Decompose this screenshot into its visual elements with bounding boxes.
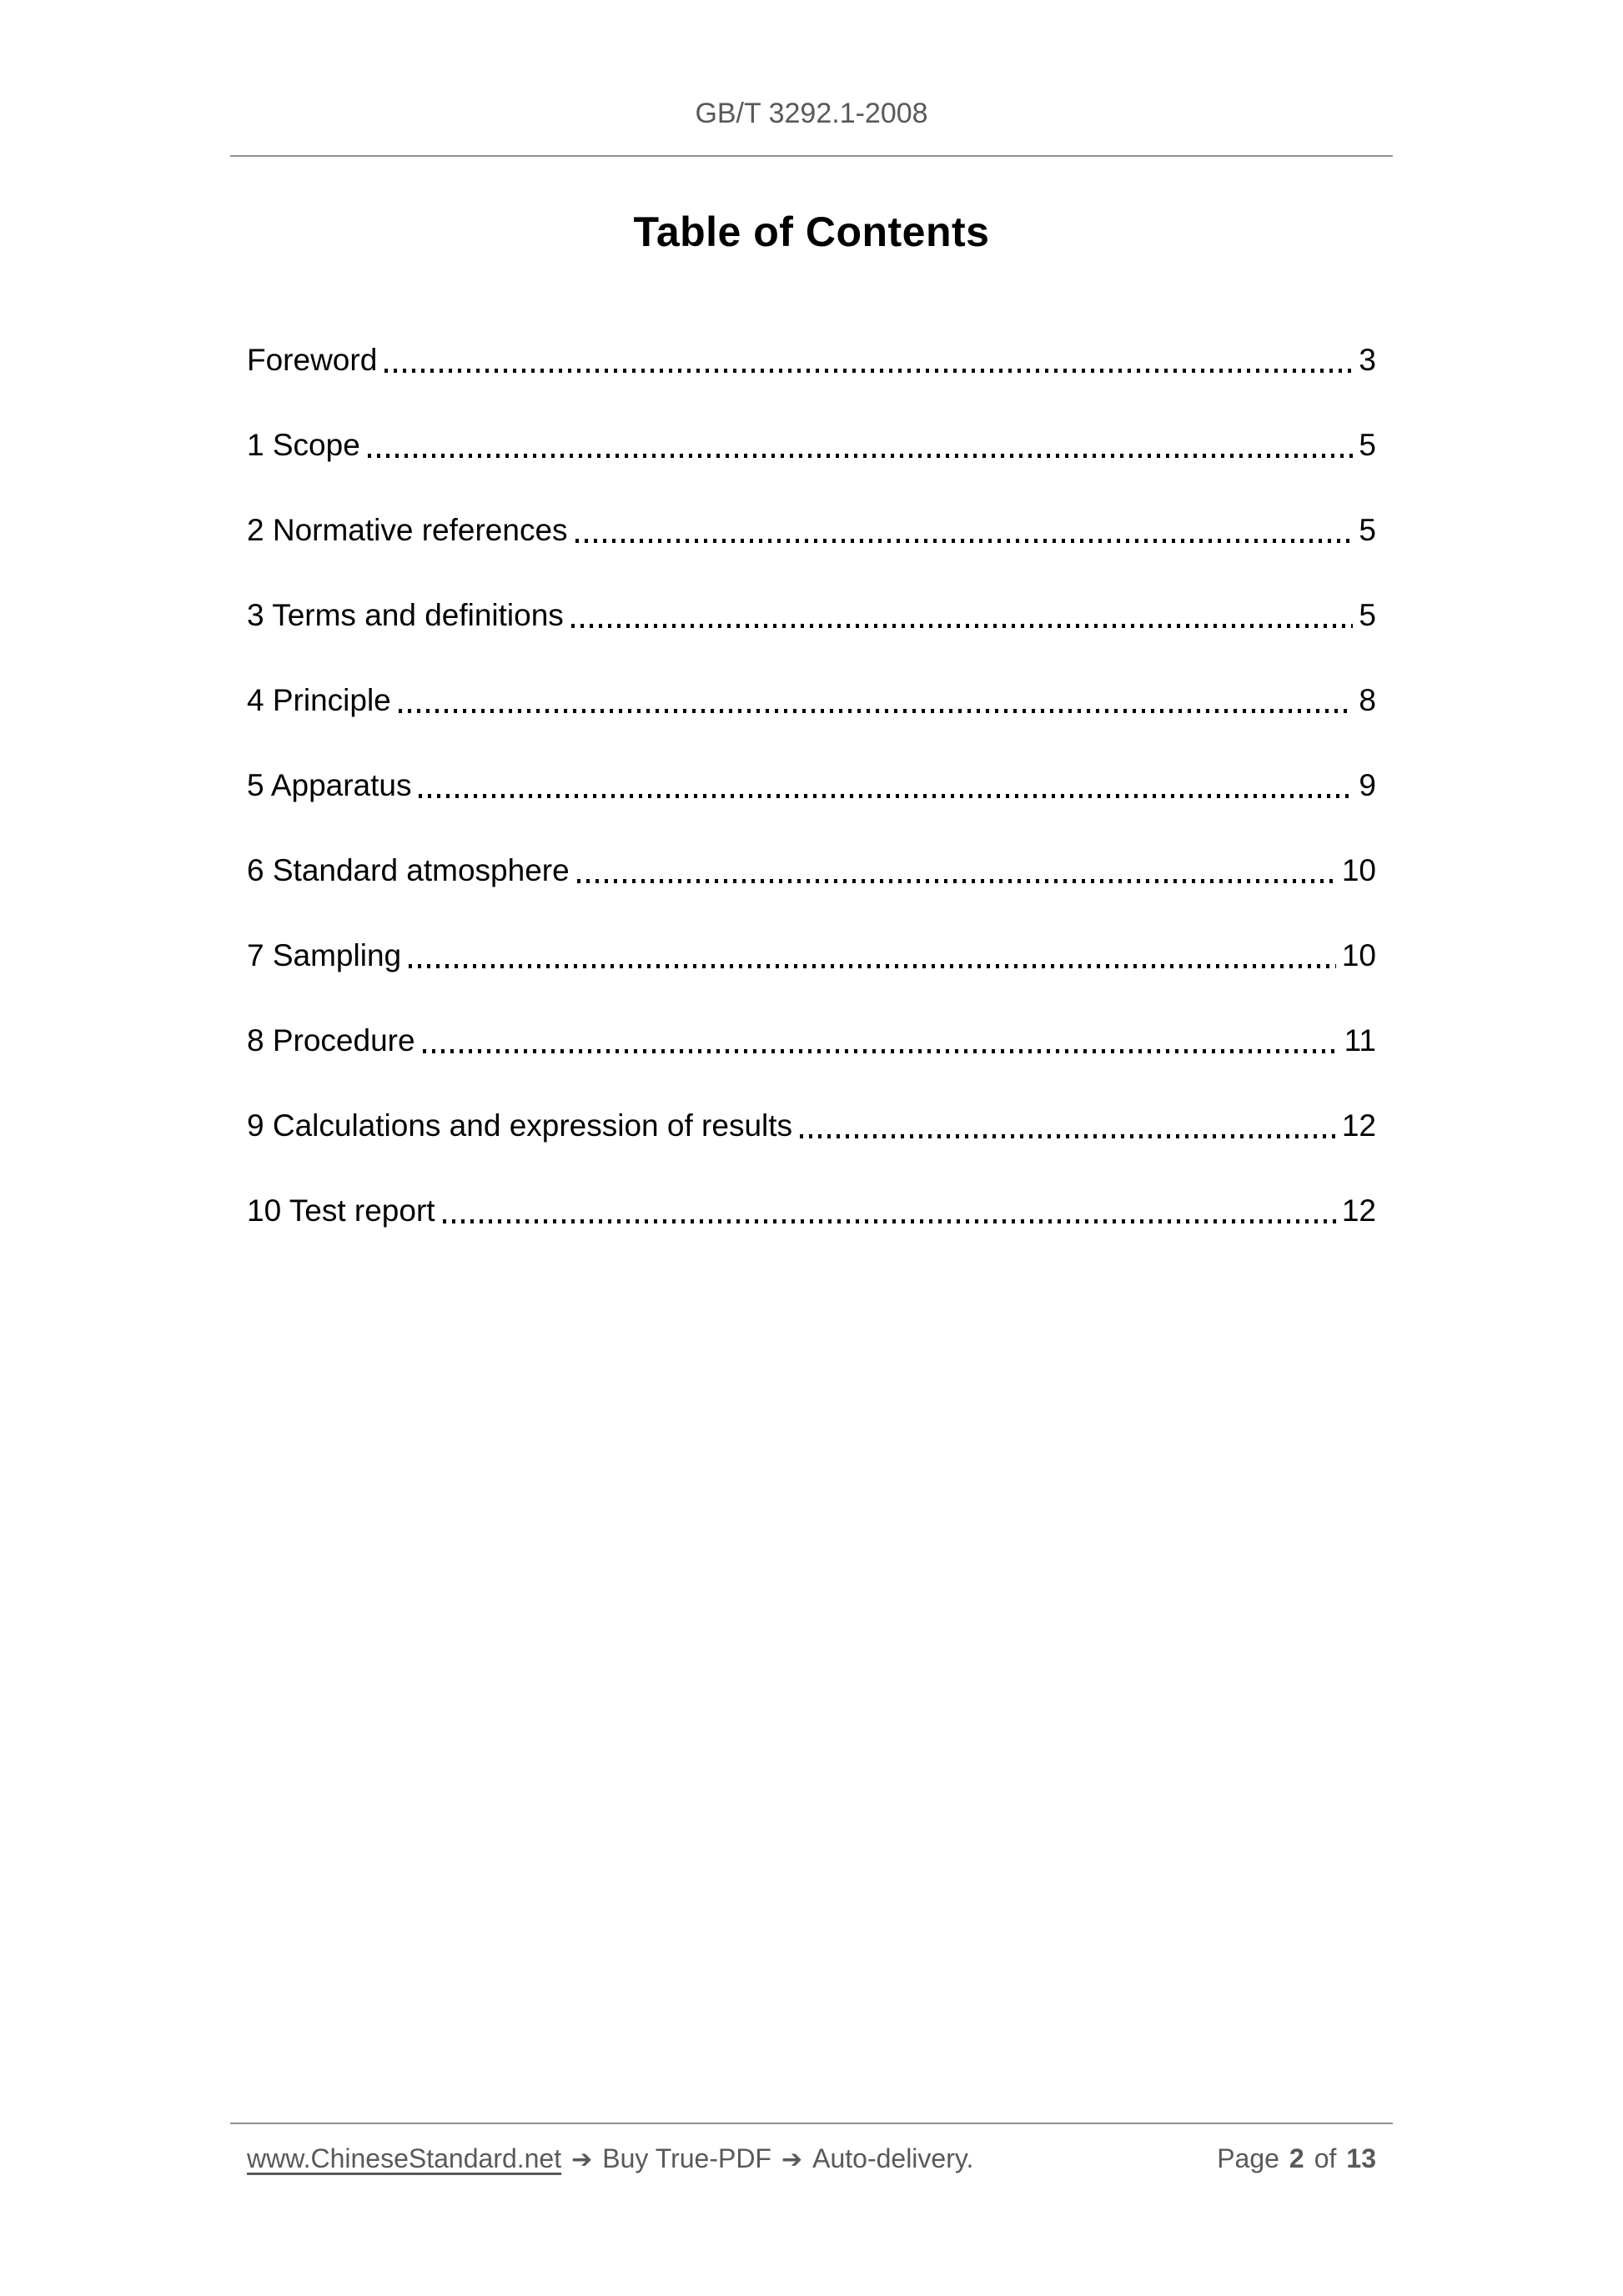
toc-entry-page: 5	[1359, 513, 1376, 547]
toc-entry[interactable]	[247, 937, 1376, 974]
toc-entry[interactable]	[247, 682, 1376, 719]
toc-entry-label: 6 Standard atmosphere	[247, 853, 570, 887]
dot-leader	[368, 454, 1354, 458]
page-indicator	[1217, 2140, 1376, 2177]
toc-entry[interactable]	[247, 342, 1376, 379]
toc-entry-page: 11	[1344, 1023, 1376, 1058]
total-page-number: 13	[1346, 2143, 1376, 2173]
current-page-number: 2	[1289, 2143, 1304, 2173]
toc-entry-page: 5	[1359, 598, 1376, 632]
toc-entry-label: 10 Test report	[247, 1193, 435, 1228]
buy-true-pdf-label: Buy True-PDF	[602, 2143, 771, 2173]
toc-entry-label: 7 Sampling	[247, 938, 402, 972]
footer-rule	[230, 2123, 1393, 2124]
toc-entry-page: 9	[1359, 768, 1376, 802]
toc-entry-label: 3 Terms and definitions	[247, 598, 564, 632]
toc-list	[230, 342, 1393, 1278]
toc-entry-page: 5	[1359, 428, 1376, 462]
toc-entry[interactable]	[247, 1193, 1376, 1229]
right-arrow-icon: ➔	[571, 2146, 593, 2173]
toc-entry[interactable]	[247, 427, 1376, 464]
toc-entry[interactable]	[247, 597, 1376, 634]
toc-entry-label: 1 Scope	[247, 428, 360, 462]
dot-leader	[409, 964, 1336, 968]
toc-entry-label: 4 Principle	[247, 683, 391, 717]
toc-entry-page: 12	[1341, 1108, 1376, 1143]
dot-leader	[571, 624, 1354, 628]
dot-leader	[575, 539, 1354, 543]
dot-leader	[800, 1134, 1336, 1138]
toc-entry[interactable]	[247, 512, 1376, 549]
toc-entry-page: 12	[1341, 1193, 1376, 1228]
page-title: Table of Contents	[633, 208, 990, 255]
header-rule	[230, 155, 1393, 157]
toc-entry-label: 8 Procedure	[247, 1023, 415, 1058]
footer	[230, 2140, 1393, 2178]
auto-delivery-label: Auto-delivery.	[812, 2143, 974, 2173]
dot-leader	[443, 1219, 1336, 1223]
dot-leader	[384, 369, 1353, 373]
right-arrow-icon: ➔	[781, 2146, 803, 2173]
toc-entry-page: 10	[1341, 853, 1376, 887]
toc-entry[interactable]	[247, 852, 1376, 889]
toc-entry[interactable]	[247, 1022, 1376, 1059]
page-label: Page	[1217, 2143, 1279, 2173]
dot-leader	[577, 879, 1336, 883]
footer-promo	[247, 2140, 973, 2178]
of-label: of	[1314, 2143, 1337, 2173]
dot-leader	[419, 794, 1353, 798]
toc-entry-label: Foreword	[247, 343, 378, 377]
toc-entry-page: 8	[1359, 683, 1376, 717]
toc-entry-page: 10	[1341, 938, 1376, 972]
toc-entry-page: 3	[1359, 343, 1376, 377]
dot-leader	[423, 1049, 1339, 1053]
toc-entry-label: 2 Normative references	[247, 513, 568, 547]
toc-entry[interactable]	[247, 767, 1376, 804]
standard-number: GB/T 3292.1-2008	[695, 98, 928, 129]
toc-entry-label: 9 Calculations and expression of results	[247, 1108, 793, 1143]
website-link[interactable]: www.ChineseStandard.net	[247, 2143, 562, 2173]
dot-leader	[399, 709, 1354, 713]
toc-entry[interactable]	[247, 1108, 1376, 1144]
toc-entry-label: 5 Apparatus	[247, 768, 412, 802]
